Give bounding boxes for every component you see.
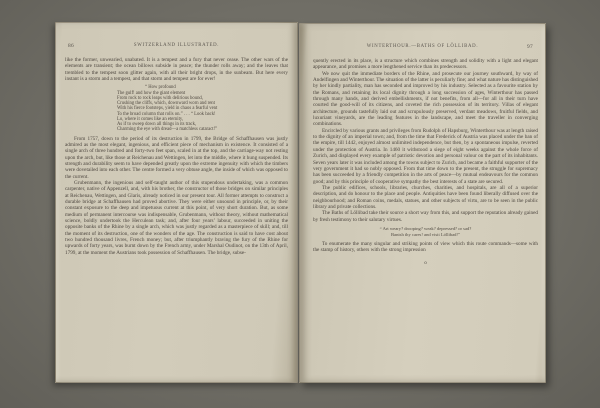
right-page-header [309, 44, 536, 51]
paragraph: like the former, unwearied, unabated. It is a tempest and a fury that never cease. The other wars of the elements are transient; the ocean billows subside in peace; the thunder rolls away; and the leaves that trembled to the tempest soon glitter again, with all their bright drops, in the sunbeam. But here every instant is a storm and a tempest, and that storm and tempest are for ever! [65, 57, 288, 83]
verse-line: From rock to rock leaps with delirious bound, [117, 95, 203, 101]
right-running-head: WINTERTHOUR.—BATHS OF LÖLLIBAD. [366, 44, 479, 49]
verse-line: Banish thy cares! and visit Löllibad!” [390, 231, 461, 237]
verse-line: Lo, where it comes like an eternity, [117, 116, 184, 122]
left-running-head: SWITZERLAND ILLUSTRATED. [133, 43, 220, 48]
verse-line: “ Art weary? drooping? weak? depressed? or sad? [379, 226, 472, 232]
signature-mark: o [424, 260, 427, 267]
paragraph: Encircled by various grants and privileges from Rudolph of Hapsburg, Winterthour was at length raised to the dignity of an imperial town; and, from the time that Frederick of Austria was placed under the ban of the empire, till 1442, enjoyed almost unlimited independence, but then, by a spontaneous impulse, reverted under the protection of Austria. In 1460 it withstood a siege of eight weeks against the whole force of Zurich, and displayed every example of patriotic devotion and personal valour on the part of its inhabitants. Seven years later it was included among the towns subject to Zurich, and became a faithful supporter of the very government it had so nobly opposed. From that time down to the present, the struggle for supremacy has been succeeded by a friendly competition in the arts of peace—by mutual endeavours for the common good; and by this principle of cooperative sympathy the best interests of a state are secured. [313, 127, 538, 185]
verse-line: Charming the eye with dread—a matchless cataract!” [117, 127, 218, 133]
paragraph: Grubenmann, the ingenious and self-taught author of this stupendous undertaking, was a common carpenter, native of Appenzell, and, with his brother, the constructor of those bridges on similar principles at Reichenau, Wettingen, and Glaris, already noticed in our present tour. All former attempts to construct a durable bridge at Schaffhausen had proved abortive. They were either unsound in principle, or, by their constant exposure to the deep and impetuous current at this point, of very short duration. But, as some medium of permanent intercourse was indispensable, Grubenmann, without theory, without mathematical science, boldly undertook the Herculean task; and, after four years’ labour, succeeded in uniting the opposite banks of the Rhine by a single arch, which was justly regarded as a masterpiece of skill; and, till the moment of its destruction, one of the wonders of the age. The construction is said to have cost about two hundred thousand livres, French money; but, after triumphantly braving the fury of the Rhine for upwards of forty years, was burnt down by the French army, under Marshal Oudinot, on the 13th of April, 1799, at the moment the Austrians took possession of Schaffhausen. The bridge, subse- [65, 180, 288, 256]
paragraph: The public edifices, schools, libraries, churches, charities, and hospitals, are all of a superior description, and do honour to the place and people. Antiquities have been found liberally diffused over the neighbourhood; and Roman coins, medals, statues, and other subjects of virtu, are to be seen in the public library and private collections. [313, 184, 538, 210]
paragraph: From 1757, down to the period of its destruction in 1799, the Bridge of Schaffhausen was justly admired as the most elegant, ingenious, and efficient piece of mechanism in existence. It consisted of a single arch of three hundred and forty-two feet span, scaled in at the top, and the carriage-way not resting upon the arch, but, like those at Reichenau and Wettingen, let into the middle, where it hung suspended. Its strength and durability seem to have depended greatly upon the extreme ingenuity with which the timbers were dovetailed into each other. The centre formed a very obtuse angle, the inside of which was opposed to the current. [65, 135, 288, 180]
verse-quote [313, 226, 538, 237]
right-page-number: 97 [527, 44, 533, 50]
verse-line: To the broad column that rolls on.” . . . “ Look back! [117, 111, 216, 117]
right-page-body [313, 58, 538, 267]
verse-line: “ How profound [145, 85, 176, 91]
verse-line: The gulf! and how the giant element [117, 90, 186, 96]
left-page-header [65, 43, 288, 50]
left-page-body [65, 57, 288, 256]
verse-line: Crushing the cliffs, which, downward worn and rent [117, 101, 215, 107]
page-right [299, 23, 546, 383]
verse-line: As if to sweep down all things in its track, [117, 122, 197, 128]
verse-quote [117, 85, 288, 132]
left-page-number: 86 [68, 43, 74, 49]
paragraph: quently erected in its place, is a structure which combines strength and solidity with a light and elegant appearance, and promises a more lengthened service than its predecessors. [313, 58, 538, 71]
paragraph: The Baths of Löllibad take their source a short way from this, and support the reputation already gained by fresh testimony to their salutary virtues. [313, 210, 538, 223]
page-left [55, 22, 298, 383]
paragraph: To enumerate the many singular and striking points of view which this route commands—some with the stamp of history, others with the strong impression [313, 240, 538, 253]
paragraph: We now quit the immediate borders of the Rhine, and prosecute our journey southward, by way of Andelfingen and Winterthour. The situation of the latter is peculiarly fine; and what nature has distinguished by her kindly partiality, man has seconded and improved by his industry. Selected as a favourite station by the Romans, and retaining its local dignity through a long succession of ages, Winterthour has passed through many hands, and derived embellishments, if not benefits, from all—for all in their turn have courted the good-will of its citizens, and coveted the rich possession of its territory. Villas of elegant architecture, grounds tastefully laid out and scrupulously preserved, verdant meadows, fruitful fields, and luxuriant vineyards, are the leading features in the landscape, and meet the traveller in converging combinations. [313, 70, 538, 128]
verse-line: With his fierce footsteps, yield in chaos a fearful vent [117, 106, 218, 112]
